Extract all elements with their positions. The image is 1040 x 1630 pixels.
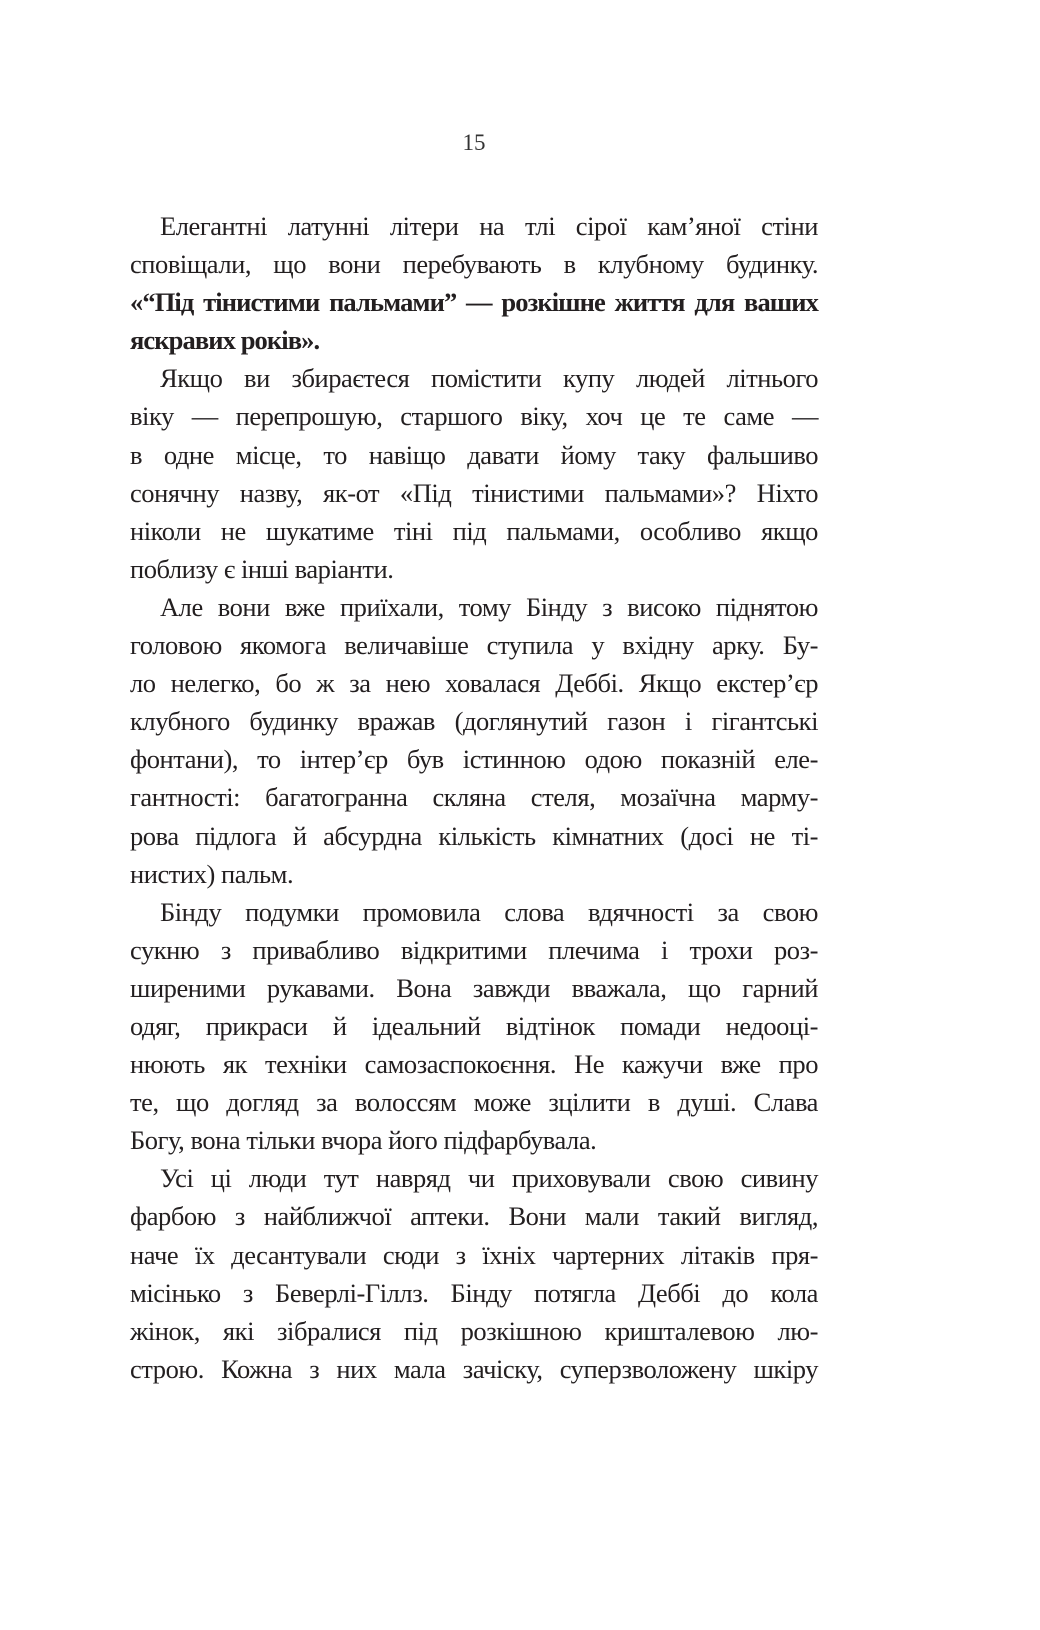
- paragraph: [130, 588, 818, 893]
- bold-text-line: яскравих років».: [130, 325, 320, 356]
- text-line: Бінду подумки промовила слова вдячності за свою: [160, 896, 818, 927]
- text-line: Але вони вже приїхали, тому Бінду з високо піднятою: [160, 591, 818, 622]
- text-line: те, що догляд за волоссям може зцілити в душі. Слава: [130, 1087, 818, 1118]
- text-line: фарбою з найближчої аптеки. Вони мали такий вигляд,: [130, 1201, 818, 1232]
- paragraph: [130, 359, 818, 588]
- text-line: гантності: багатогранна скляна стеля, мозаїчна марму-: [130, 782, 818, 813]
- text-line: ніколи не шукатиме тіні під пальмами, особливо якщо: [130, 515, 818, 546]
- text-line: одяг, прикраси й ідеальний відтінок помади недооці-: [130, 1010, 818, 1041]
- text-line: в одне місце, то навіщо давати йому таку фальшиво: [130, 439, 818, 470]
- paragraph: [130, 207, 818, 359]
- body-text: [130, 207, 818, 1388]
- text-line: ширеними рукавами. Вона завжди вважала, що гарний: [130, 972, 818, 1003]
- text-line: клубного будинку вражав (доглянутий газон і гігантські: [130, 706, 818, 737]
- text-line: наче їх десантували сюди з їхніх чартерних літаків пря-: [130, 1239, 818, 1270]
- text-line: поблизу є інші варіанти.: [130, 553, 394, 584]
- text-line: строю. Кожна з них мала зачіску, суперзволожену шкіру: [130, 1353, 818, 1384]
- text-line: головою якомога величавіше ступила у вхідну арку. Бу-: [130, 630, 818, 661]
- bold-text-line: «“Під тінистими пальмами” — розкішне життя для ваших: [130, 287, 818, 318]
- text-line: рова підлога й абсурдна кількість кімнатних (досі не ті-: [130, 820, 818, 851]
- text-line: жінок, які зібралися під розкішною кришталевою лю-: [130, 1315, 818, 1346]
- text-line: Усі ці люди тут навряд чи приховували свою сивину: [160, 1163, 818, 1194]
- text-line: сповіщали, що вони перебувають в клубному будинку.: [130, 249, 818, 280]
- page-number: 15: [462, 130, 486, 155]
- text-line: місінько з Беверлі-Гіллз. Бінду потягла Деббі до кола: [130, 1277, 818, 1308]
- text-line: віку — перепрошую, старшого віку, хоч це те саме —: [130, 401, 818, 432]
- text-line: Елегантні латунні літери на тлі сірої кам’яної стіни: [160, 211, 818, 241]
- text-line: нистих) пальм.: [130, 858, 294, 889]
- text-line: Богу, вона тільки вчора його підфарбувала.: [130, 1125, 597, 1156]
- text-line: Якщо ви збираєтеся помістити купу людей літнього: [160, 363, 818, 394]
- text-line: сонячну назву, як-от «Під тінистими пальмами»? Ніхто: [130, 477, 818, 508]
- text-line: фонтани), то інтер’єр був істинною одою показній еле-: [130, 744, 818, 775]
- text-line: нюють як техніки самозаспокоєння. Не кажучи вже про: [130, 1049, 818, 1080]
- text-line: сукню з привабливо відкритими плечима і трохи роз-: [130, 934, 818, 965]
- paragraph: [130, 1159, 818, 1388]
- paragraph: [130, 893, 818, 1160]
- text-line: ло нелегко, бо ж за нею ховалася Деббі. Якщо екстер’єр: [130, 668, 818, 699]
